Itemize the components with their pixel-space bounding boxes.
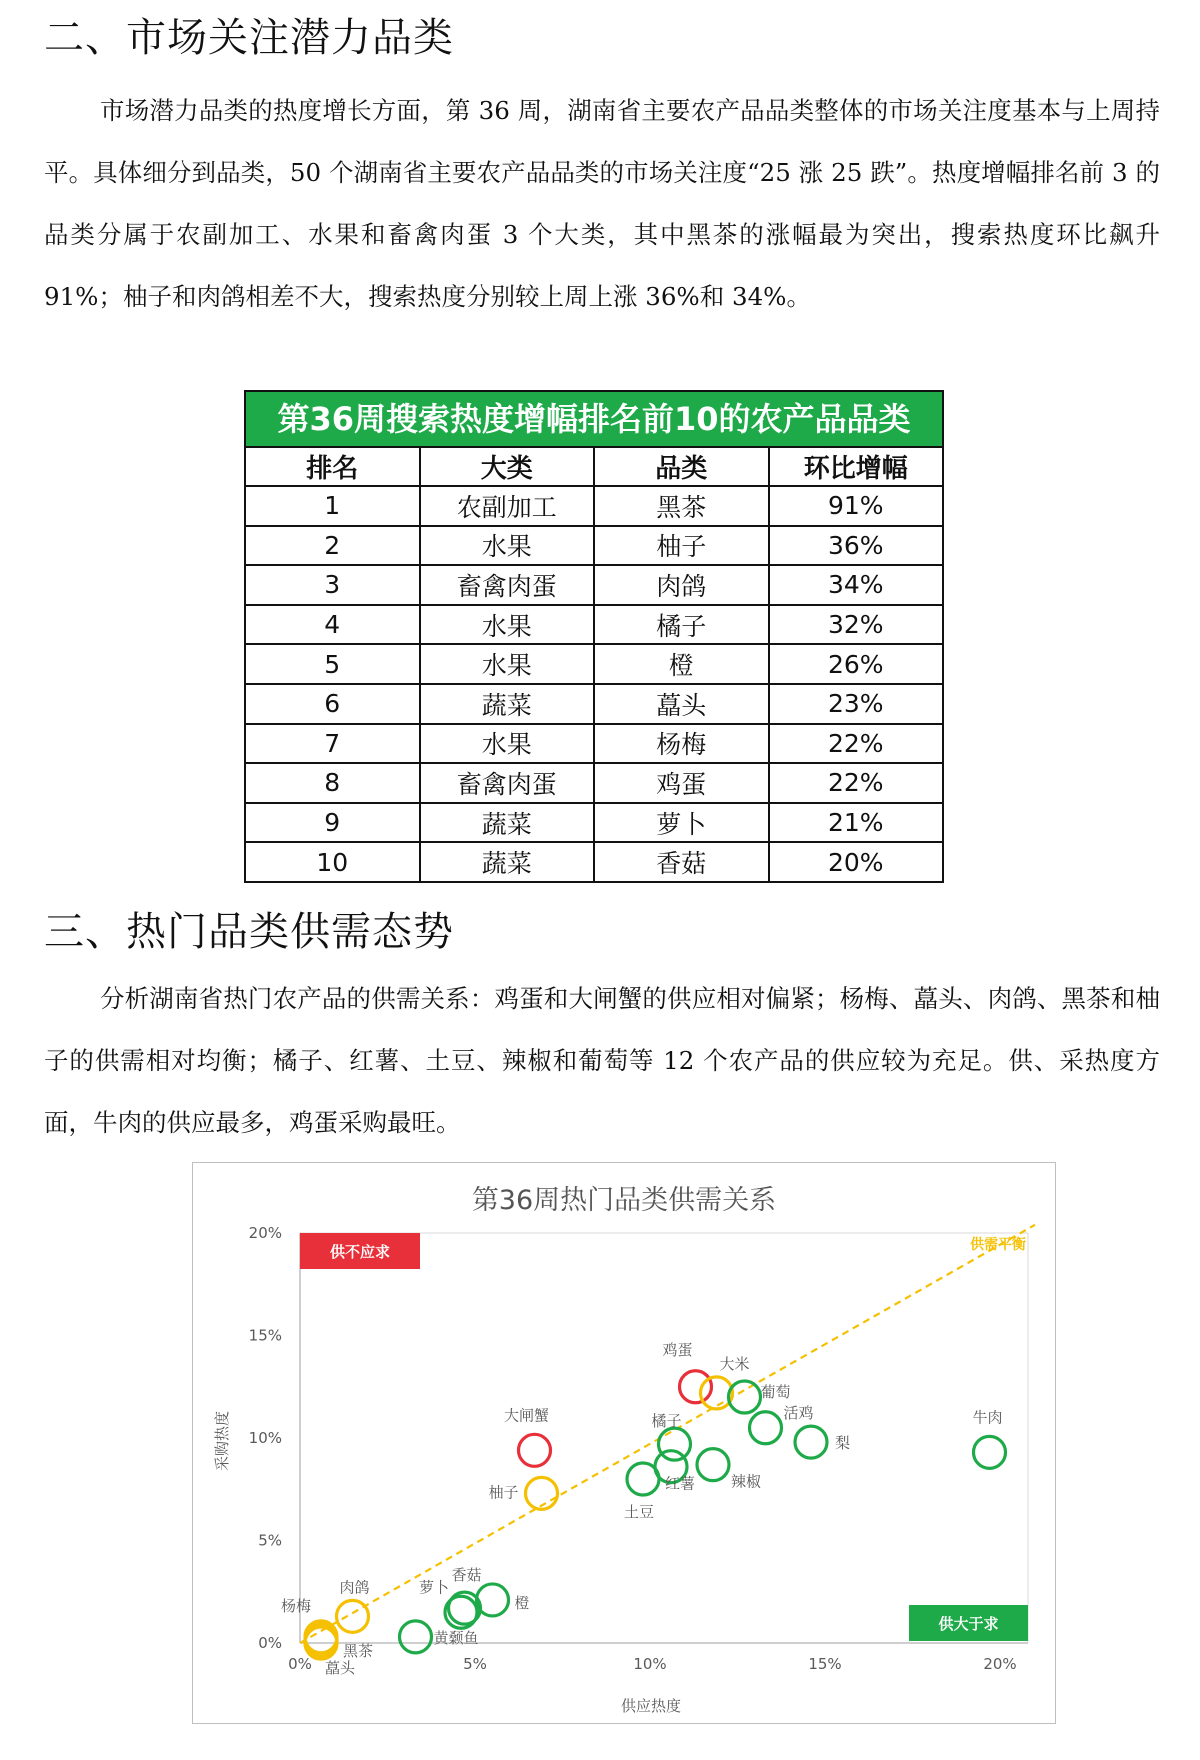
cell-product: 柚子: [594, 526, 769, 566]
point-label: 杨梅: [280, 1596, 311, 1615]
cell-growth: 23%: [769, 684, 944, 724]
point-marker: [305, 1624, 337, 1656]
cell-category: 水果: [420, 644, 595, 684]
cell-rank: 7: [245, 724, 420, 764]
point-marker: [680, 1371, 712, 1403]
cell-category: 农副加工: [420, 486, 595, 526]
ranking-table: [244, 446, 944, 883]
chart-marks: [213, 1224, 1035, 1715]
cell-growth: 32%: [769, 605, 944, 645]
supply-demand-paragraph: 分析湖南省热门农产品的供需关系：鸡蛋和大闸蟹的供应相对偏紧；杨梅、藠头、肉鸽、黑茶和柚子的供需相对均衡；橘子、红薯、土豆、辣椒和葡萄等 12 个农产品的供应较为充足。供、采热度方面，牛肉的供应最多，鸡蛋采购最旺。: [44, 984, 1160, 1137]
point-label: 肉鸽: [339, 1578, 370, 1597]
point-label: 萝卜: [418, 1578, 449, 1597]
point-label: 藠头: [325, 1659, 356, 1677]
table-row: [245, 842, 943, 882]
cell-product: 黑茶: [594, 486, 769, 526]
point-label: 牛肉: [972, 1408, 1003, 1427]
cell-product: 香菇: [594, 842, 769, 882]
point-marker: [627, 1463, 659, 1495]
y-tick-label: 10%: [248, 1429, 282, 1447]
point-label: 红薯: [665, 1474, 696, 1493]
balance-line-label: 供需平衡: [970, 1237, 1026, 1253]
cell-rank: 10: [245, 842, 420, 882]
cell-product: 萝卜: [594, 803, 769, 843]
balance-line: [300, 1225, 1035, 1643]
table-row: [245, 724, 943, 764]
x-tick-label: 15%: [808, 1655, 842, 1673]
point-marker: [697, 1449, 729, 1481]
point-marker: [750, 1412, 782, 1444]
cell-rank: 2: [245, 526, 420, 566]
column-header-category: 大类: [420, 447, 595, 486]
cell-growth: 91%: [769, 486, 944, 526]
cell-product: 橙: [594, 644, 769, 684]
table-row: [245, 763, 943, 803]
point-marker: [337, 1600, 369, 1632]
cell-rank: 1: [245, 486, 420, 526]
cell-growth: 21%: [769, 803, 944, 843]
point-label: 土豆: [623, 1503, 655, 1521]
x-axis-title: 供应热度: [620, 1697, 682, 1715]
point-label: 黑茶: [343, 1641, 374, 1660]
point-label: 香菇: [451, 1566, 482, 1585]
chart-title: 第36周热门品类供需关系: [471, 1185, 777, 1216]
table-row: [245, 605, 943, 645]
cell-category: 蔬菜: [420, 684, 595, 724]
column-header-product: 品类: [594, 447, 769, 486]
x-tick-label: 0%: [288, 1655, 312, 1673]
y-tick-label: 20%: [248, 1224, 282, 1242]
point-marker: [400, 1621, 432, 1653]
point-label: 鸡蛋: [662, 1340, 693, 1359]
cell-growth: 22%: [769, 724, 944, 764]
y-tick-label: 15%: [248, 1326, 282, 1345]
point-label: 柚子: [488, 1483, 519, 1502]
cell-category: 畜禽肉蛋: [420, 763, 595, 803]
cell-product: 藠头: [594, 684, 769, 724]
ranking-table-title: 第36周搜索热度增幅排名前10的农产品品类: [244, 390, 944, 446]
table-row: [245, 803, 943, 843]
point-marker: [974, 1436, 1006, 1468]
cell-category: 蔬菜: [420, 803, 595, 843]
cell-growth: 26%: [769, 644, 944, 684]
x-tick-label: 20%: [983, 1655, 1017, 1673]
point-label: 大米: [719, 1354, 750, 1373]
cell-product: 肉鸽: [594, 565, 769, 605]
point-marker: [477, 1584, 509, 1616]
cell-product: 鸡蛋: [594, 763, 769, 803]
table-row: [245, 526, 943, 566]
cell-rank: 9: [245, 803, 420, 843]
ranking-table-container: [244, 390, 944, 883]
cell-growth: 34%: [769, 565, 944, 605]
table-row: [245, 565, 943, 605]
point-marker: [659, 1428, 691, 1460]
point-label: 辣椒: [731, 1472, 762, 1491]
point-marker: [519, 1434, 551, 1466]
cell-product: 橘子: [594, 605, 769, 645]
surplus-tag-label: 供大于求: [938, 1615, 999, 1633]
cell-rank: 3: [245, 565, 420, 605]
cell-growth: 36%: [769, 526, 944, 566]
y-axis-title: 采购热度: [213, 1410, 231, 1472]
cell-category: 蔬菜: [420, 842, 595, 882]
column-header-growth: 环比增幅: [769, 447, 944, 486]
section-heading-supply-demand: 三、热门品类供需态势: [44, 909, 454, 955]
table-row: [245, 644, 943, 684]
point-marker: [795, 1426, 827, 1458]
y-tick-label: 5%: [258, 1531, 282, 1550]
point-label: 活鸡: [783, 1403, 814, 1422]
potential-paragraph: 市场潜力品类的热度增长方面，第 36 周，湖南省主要农产品品类整体的市场关注度基本与上周持平。具体细分到品类，50 个湖南省主要农产品品类的市场关注度“25 涨 25 跌”。热度增幅排名前 3 的品类分属于农副加工、水果和畜禽肉蛋 3 个大类，其中黑茶的涨幅最为突出，搜索热度环比飙升 91%；柚子和肉鸽相差不大，搜索热度分别较上周上涨 36%和 34%。: [44, 96, 1160, 311]
table-row: [245, 486, 943, 526]
shortage-tag-label: 供不应求: [329, 1243, 391, 1261]
column-header-rank: 排名: [245, 447, 420, 486]
point-label: 黄颡鱼: [433, 1628, 479, 1647]
cell-category: 水果: [420, 724, 595, 764]
cell-growth: 22%: [769, 763, 944, 803]
cell-rank: 4: [245, 605, 420, 645]
x-tick-label: 10%: [633, 1655, 667, 1673]
cell-category: 水果: [420, 526, 595, 566]
supply-demand-chart: [192, 1162, 1056, 1724]
scatter-chart-svg: [193, 1163, 1055, 1723]
table-header-row: [245, 447, 943, 486]
cell-rank: 5: [245, 644, 420, 684]
cell-growth: 20%: [769, 842, 944, 882]
point-label: 梨: [835, 1434, 851, 1453]
section-heading-potential: 二、市场关注潜力品类: [44, 15, 454, 61]
y-tick-label: 0%: [258, 1634, 282, 1652]
point-label: 橘子: [651, 1412, 682, 1431]
point-label: 大闸蟹: [503, 1406, 550, 1425]
cell-category: 畜禽肉蛋: [420, 565, 595, 605]
point-label: 葡萄: [760, 1383, 791, 1401]
cell-rank: 6: [245, 684, 420, 724]
table-row: [245, 684, 943, 724]
point-label: 橙: [514, 1593, 530, 1612]
cell-product: 杨梅: [594, 724, 769, 764]
x-tick-label: 5%: [463, 1655, 487, 1673]
cell-category: 水果: [420, 605, 595, 645]
table-body: [245, 486, 943, 882]
cell-rank: 8: [245, 763, 420, 803]
